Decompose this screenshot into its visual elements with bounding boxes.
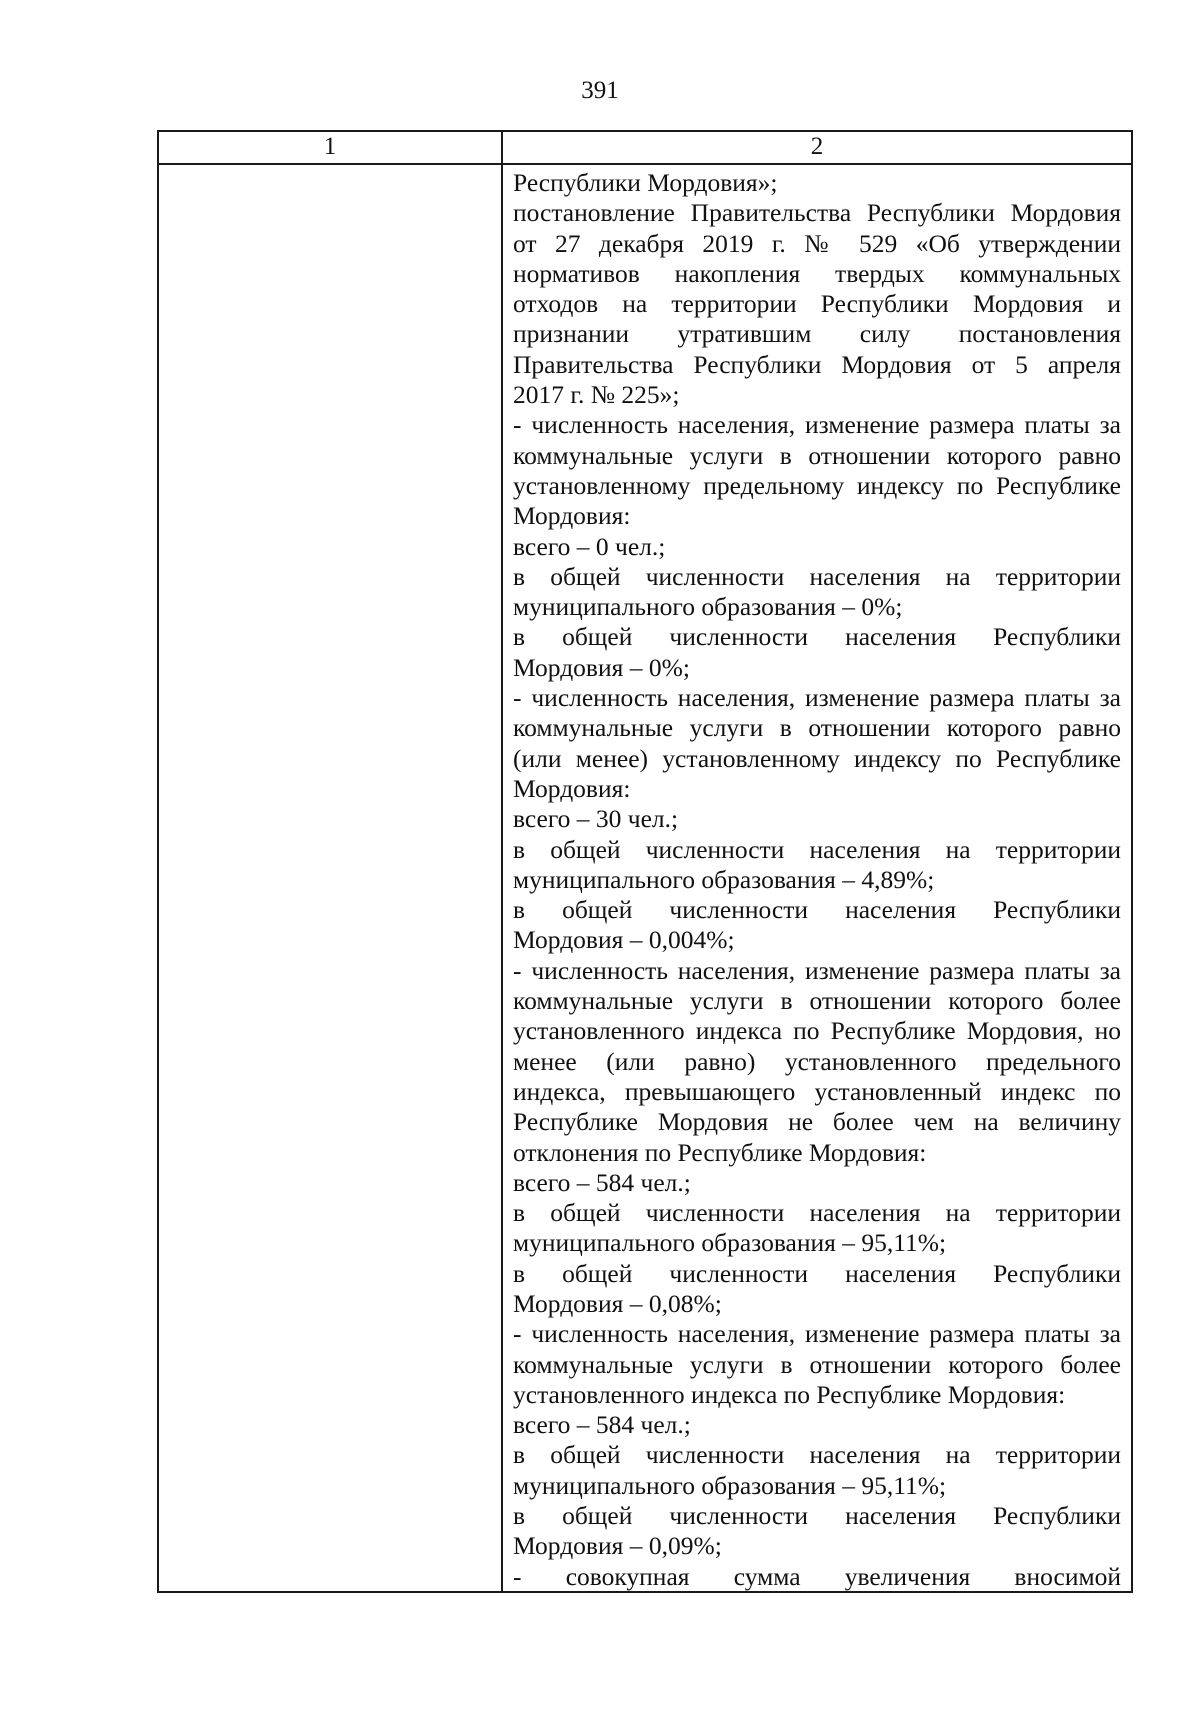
column-header-2: 2	[810, 133, 824, 160]
text-line: индекса, превышающего установленный индекс по	[513, 1076, 1121, 1106]
column-2-text	[513, 168, 1121, 1592]
text-line: Мордовия – 0%;	[513, 652, 690, 682]
text-line: менее (или равно) установленного предельного	[513, 1046, 1121, 1076]
text-line: всего – 0 чел.;	[513, 531, 666, 561]
text-line: признании утратившим силу постановления	[513, 319, 1121, 349]
text-line: нормативов накопления твердых коммунальных	[513, 258, 1121, 288]
text-line: в общей численности населения на территории	[513, 1440, 1121, 1470]
text-line: Мордовия – 0,004%;	[513, 925, 735, 955]
document-table	[157, 130, 1133, 1593]
text-line: отклонения по Республике Мордовия:	[513, 1137, 927, 1167]
text-line: постановление Правительства Республики Мордовия	[513, 198, 1121, 228]
text-line: коммунальные услуги в отношении которого более	[513, 1349, 1121, 1379]
text-line: Мордовия – 0,09%;	[513, 1531, 722, 1561]
text-line: всего – 584 чел.;	[513, 1167, 691, 1197]
text-line: Республики Мордовия»;	[513, 168, 778, 197]
table-header-row	[159, 132, 1131, 165]
text-line: всего – 30 чел.;	[513, 804, 679, 834]
text-line: коммунальные услуги в отношении которого равно	[513, 440, 1121, 470]
text-line: установленного индекса по Республике Мордовия, но	[513, 1016, 1121, 1046]
text-line: Правительства Республики Мордовия от 5 апреля	[513, 349, 1121, 379]
text-line: муниципального образования – 0%;	[513, 592, 903, 622]
text-line: установленному предельному индексу по Республике	[513, 470, 1121, 500]
text-line: в общей численности населения на территории	[513, 561, 1121, 591]
text-line: - численность населения, изменение размера платы за	[513, 1319, 1121, 1349]
text-line: от 27 декабря 2019 г. № 529 «Об утверждении	[513, 228, 1121, 258]
text-line: коммунальные услуги в отношении которого более	[513, 986, 1121, 1016]
page-number: 391	[581, 77, 619, 104]
text-line: в общей численности населения Республики	[513, 622, 1121, 652]
text-line: 2017 г. № 225»;	[513, 380, 680, 410]
text-line: муниципального образования – 4,89%;	[513, 864, 935, 894]
text-line: всего – 584 чел.;	[513, 1410, 691, 1440]
text-line: в общей численности населения на территории	[513, 1198, 1121, 1228]
text-line: в общей численности населения на территории	[513, 834, 1121, 864]
text-line: - численность населения, изменение размера платы за	[513, 410, 1121, 440]
text-line: муниципального образования – 95,11%;	[513, 1470, 947, 1500]
text-line: отходов на территории Республики Мордовия и	[513, 289, 1121, 319]
text-line: установленного индекса по Республике Мордовия:	[513, 1379, 1066, 1409]
text-line: Мордовия:	[513, 773, 631, 803]
text-line: в общей численности населения Республики	[513, 1501, 1121, 1531]
text-line: - численность населения, изменение размера платы за	[513, 683, 1121, 713]
text-line: (или менее) установленному индексу по Республике	[513, 743, 1121, 773]
text-line: Мордовия – 0,08%;	[513, 1288, 722, 1318]
text-line: муниципального образования – 95,11%;	[513, 1228, 947, 1258]
text-line: Мордовия:	[513, 501, 631, 531]
text-line: коммунальные услуги в отношении которого равно	[513, 713, 1121, 743]
text-line: - численность населения, изменение размера платы за	[513, 955, 1121, 985]
text-line: в общей численности населения Республики	[513, 1258, 1121, 1288]
column-divider	[501, 132, 503, 1591]
text-line: - совокупная сумма увеличения вносимой	[513, 1561, 1121, 1591]
text-line: в общей численности населения Республики	[513, 895, 1121, 925]
column-header-1: 1	[323, 133, 337, 160]
text-line: Республике Мордовия не более чем на величину	[513, 1107, 1121, 1137]
